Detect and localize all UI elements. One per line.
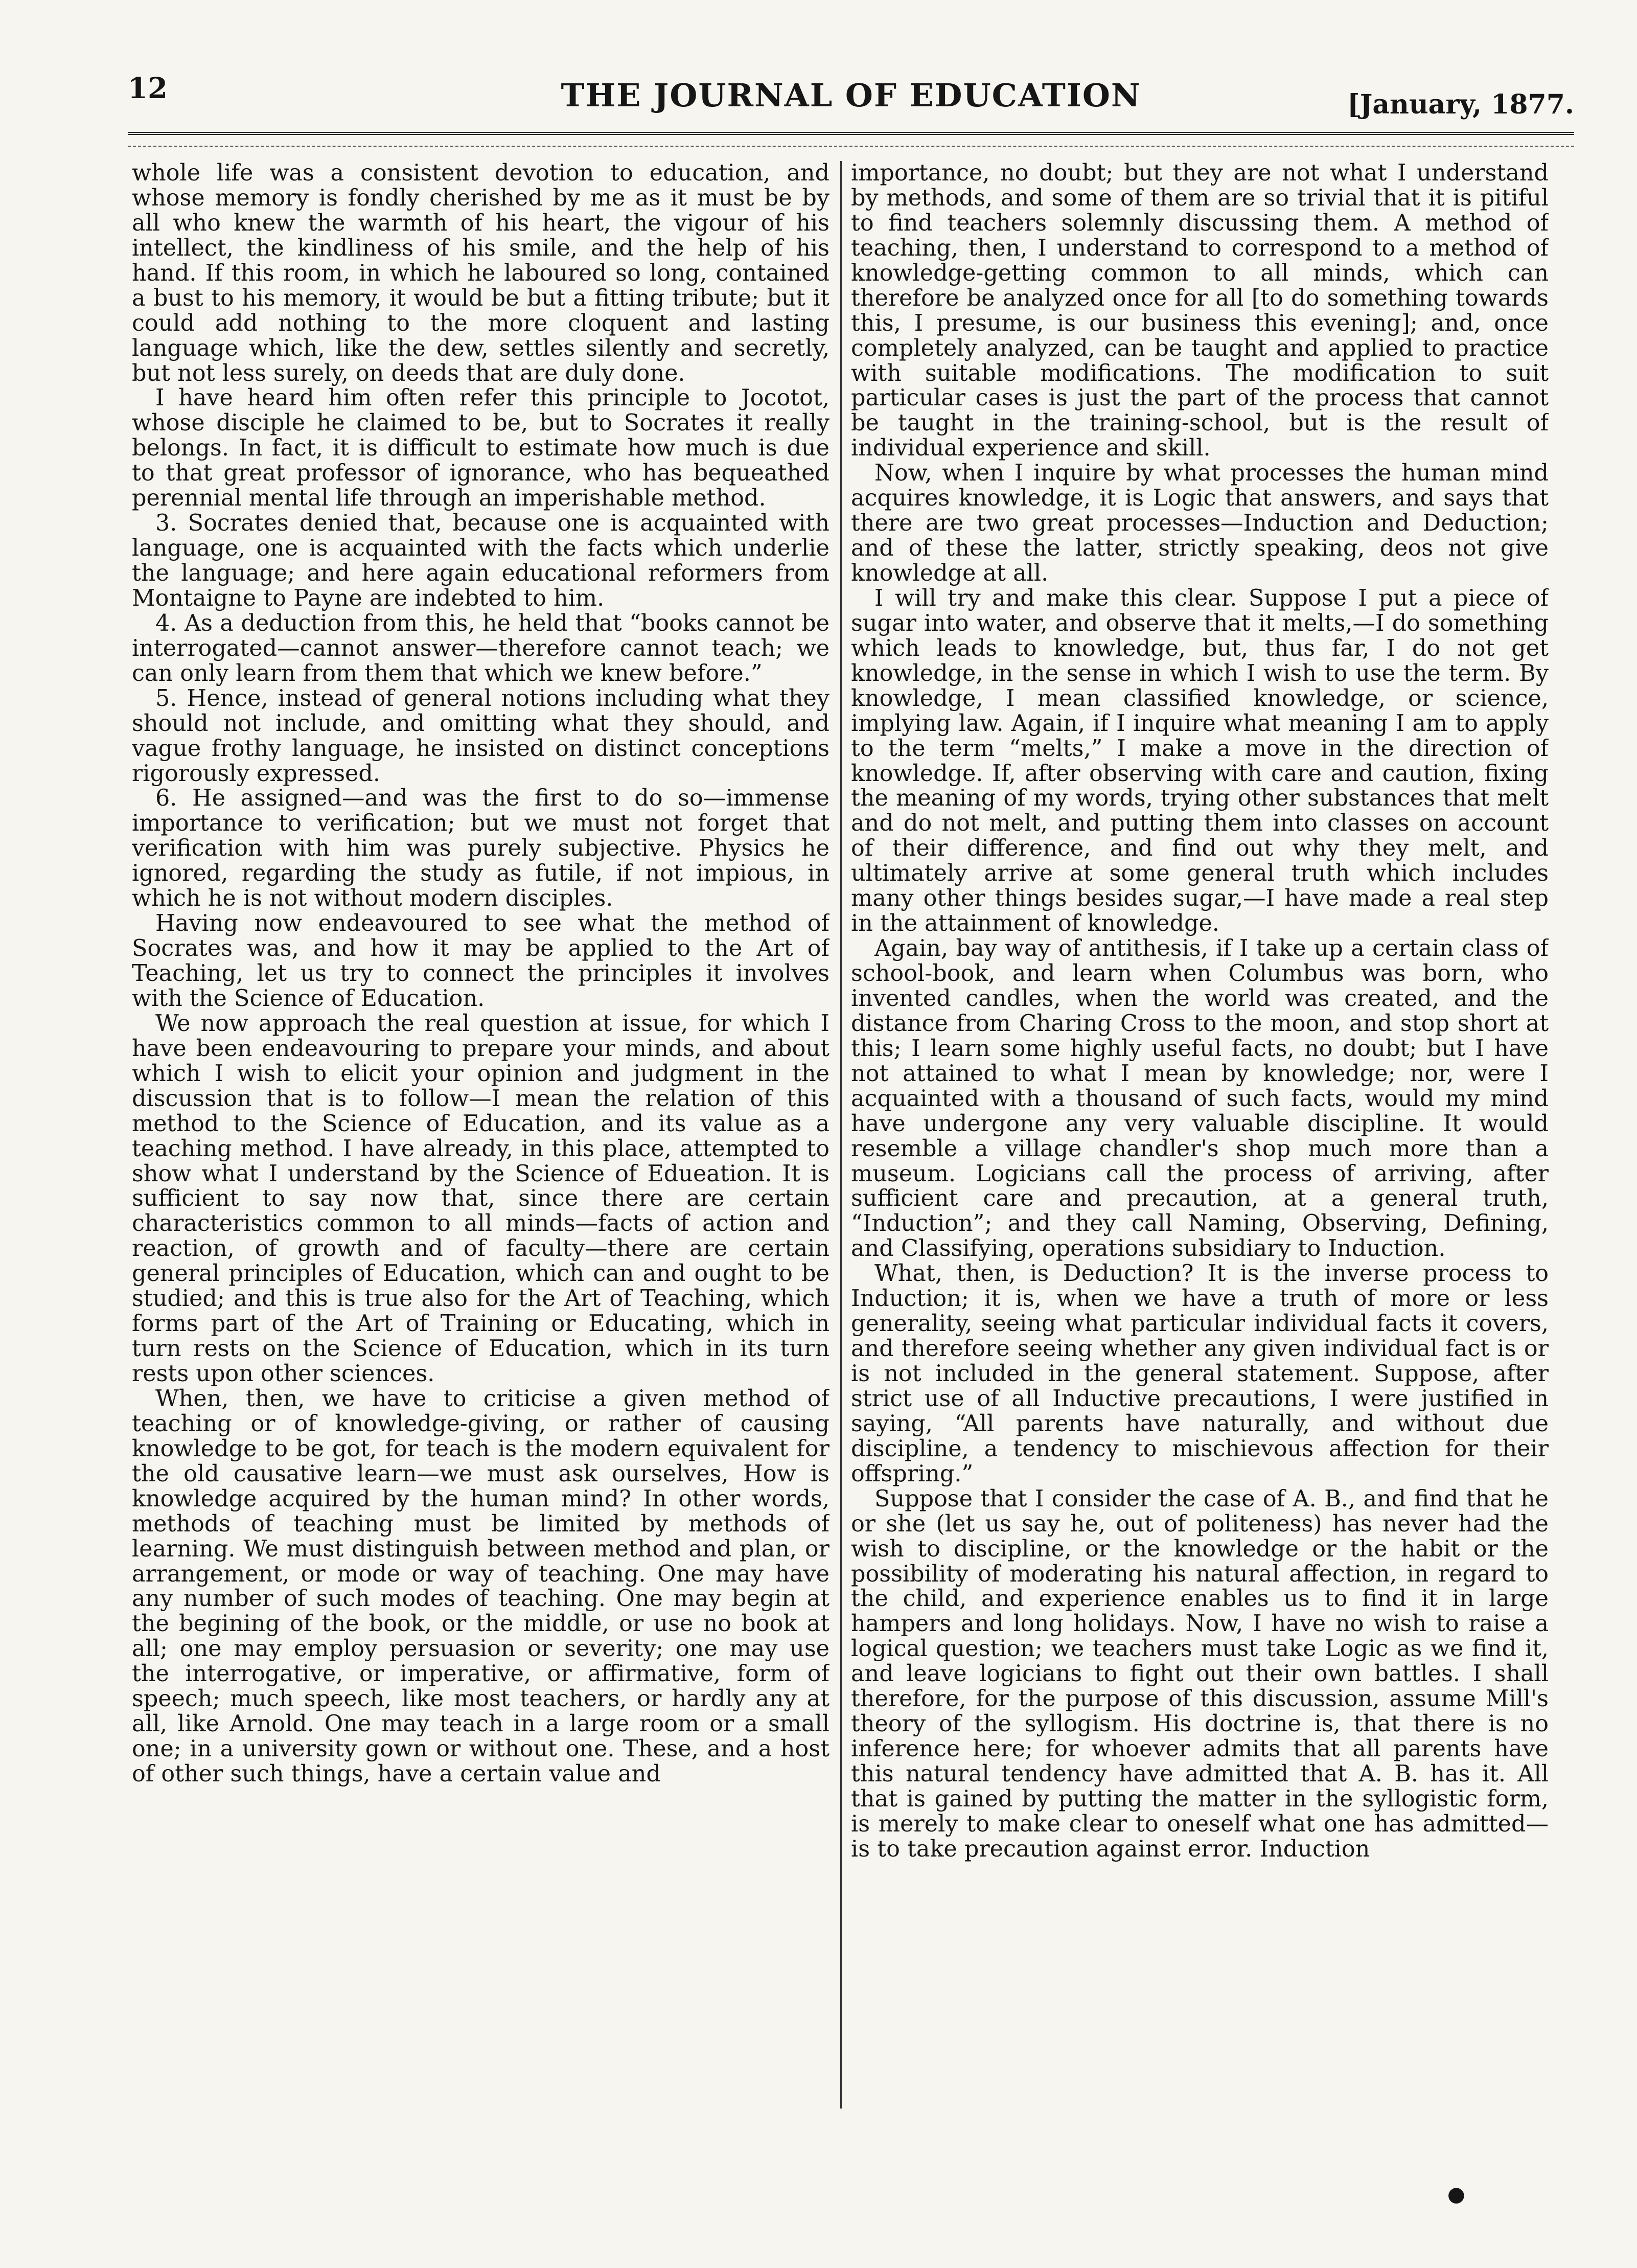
paragraph: importance, no doubt; but they are not what I understand by methods, and some of them are so trivial that it is pitiful to find teachers solemnly discussing them. A method of teaching, then, I understand to correspond to a method of knowledge-getting common to all minds, which can therefore be analyzed once for all [to do something towards this, I presume, is our business this evening]; and, once completely analyzed, can be taught and applied to practice with suitable modifications. The modification to suit particular cases is just the part of the process that cannot be taught in the training-school, but is the result of individual experience and skill. [851, 161, 1549, 462]
paragraph: 5. Hence, instead of general notions including what they should not include, and omitting what they should, and vague frothy language, he insisted on distinct conceptions rigorously expressed. [132, 685, 829, 787]
page-number: 12 [128, 72, 168, 105]
paragraph: Again, bay way of antithesis, if I take up a certain class of school-book, and learn when Columbus was born, who invented candles, when the world was created, and the distance from Charing Cross to the moon, and stop short at this; I learn some highly useful facts, no doubt; but I have not attained to what I mean by knowledge; nor, were I acquainted with a thousand of such facts, would my mind have undergone any very valuable discipline. It would resemble a village chandler's shop much more than a museum. Logicians call the process of arriving, after sufficient care and precaution, at a general truth, “Induction”; and they call Naming, Observing, Defining, and Classifying, operations subsidiary to Induction. [851, 935, 1549, 1262]
right-column [851, 161, 1549, 2109]
ink-mark: ● [1447, 2183, 1465, 2206]
paragraph: I will try and make this clear. Suppose I put a piece of sugar into water, and observe that it melts,—I do something which leads to knowledge, but, thus far, I do not get knowledge, in the sense in which I wish to use the term. By knowledge, I mean classified knowledge, or science, implying law. Again, if I inquire what meaning I am to apply to the term “melts,” I make a move in the direction of knowledge. If, after observing with care and caution, fixing the meaning of my words, trying other substances that melt and do not melt, and putting them into classes on account of their difference, and find out why they melt, and ultimately arrive at some general truth which includes many other things besides sugar,—I have made a real step in the attainment of knowledge. [851, 585, 1549, 937]
column-divider [840, 161, 842, 2109]
header-rule [128, 132, 1574, 135]
header-rule-dashed [128, 146, 1574, 147]
left-column [132, 161, 829, 2109]
paragraph: Having now endeavoured to see what the method of Socrates was, and how it may be applied to the Art of Teaching, let us try to connect the principles it involves with the Science of Education. [132, 910, 829, 1012]
paragraph: I have heard him often refer this principle to Jocotot, whose disciple he claimed to be, but to Socrates it really belongs. In fact, it is difficult to estimate how much is due to that great professor of ignorance, who has bequeathed perennial mental life through an imperishable method. [132, 385, 829, 512]
paragraph: What, then, is Deduction? It is the inverse process to Induction; it is, when we have a truth of more or less generality, seeing what particular individual facts it covers, and therefore seeing whether any given individual fact is or is not included in the general statement. Suppose, after strict use of all Inductive precautions, I were justified in saying, “All parents have naturally, and without due discipline, a tendency to mischievous affection for their offspring.” [851, 1261, 1549, 1487]
paragraph: When, then, we have to criticise a given method of teaching or of knowledge-giving, or rather of causing knowledge to be got, for teach is the modern equivalent for the old causative learn—we must ask ourselves, How is knowledge acquired by the human mind? In other words, methods of teaching must be limited by methods of learning. We must distinguish between method and plan, or arrangement, or mode or way of teaching. One may have any number of such modes of teaching. One may begin at the begining of the book, or the middle, or use no book at all; one may employ persuasion or severity; one may use the interrogative, or imperative, or affirmative, form of speech; much speech, like most teachers, or hardly any at all, like Arnold. One may teach in a large room or a small one; in a university gown or without one. These, and a host of other such things, have a certain value and [132, 1385, 829, 1787]
paragraph: 3. Socrates denied that, because one is acquainted with language, one is acquainted with the facts which underlie the language; and here again educational reformers from Montaigne to Payne are indebted to him. [132, 510, 829, 611]
paragraph: Suppose that I consider the case of A. B., and find that he or she (let us say he, out of politeness) has never had the wish to discipline, or the knowledge or the habit or the possibility of moderating his natural affection, in regard to the child, and experience enables us to find it in large hampers and long holidays. Now, I have no wish to raise a logical question; we teachers must take Logic as we find it, and leave logicians to fight out their own battles. I shall therefore, for the purpose of this discussion, assume Mill's theory of the syllogism. His doctrine is, that there is no inference here; for whoever admits that all parents have this natural tendency have admitted that A. B. has it. All that is gained by putting the matter in the syllogistic form, is merely to make clear to oneself what one has admitted—is to take precaution against error. Induction [851, 1485, 1549, 1862]
paragraph: whole life was a consistent devotion to education, and whose memory is fondly cherished by me as it must be by all who knew the warmth of his heart, the vigour of his intellect, the kindliness of his smile, and the help of his hand. If this room, in which he laboured so long, contained a bust to his memory, it would be but a fitting tribute; but it could add nothing to the more cloquent and lasting language which, like the dew, settles silently and secretly, but not less surely, on deeds that are duly done. [132, 161, 829, 386]
paragraph: We now approach the real question at issue, for which I have been endeavouring to prepare your minds, and about which I wish to elicit your opinion and judgment in the discussion that is to follow—I mean the relation of this method to the Science of Education, and its value as a teaching method. I have already, in this place, attempted to show what I understand by the Science of Edueation. It is sufficient to say now that, since there are certain characteristics common to all minds—facts of action and reaction, of growth and of faculty—there are certain general principles of Education, which can and ought to be studied; and this is true also for the Art of Teaching, which forms part of the Art of Training or Educating, which in turn rests on the Science of Education, which in its turn rests upon other sciences. [132, 1010, 829, 1387]
paragraph: 4. As a deduction from this, he held that “books cannot be interrogated—cannot answer—therefore cannot teach; we can only learn from them that which we knew before.” [132, 610, 829, 686]
journal-title: THE JOURNAL OF EDUCATION [561, 77, 1141, 114]
page-header [128, 72, 1574, 128]
paragraph: 6. He assigned—and was the first to do so—immense importance to verification; but we must not forget that verification with him was purely subjective. Physics he ignored, regarding the study as futile, if not impious, in which he is not without modern disciples. [132, 785, 829, 912]
paragraph: Now, when I inquire by what processes the human mind acquires knowledge, it is Logic that answers, and says that there are two great processes—Induction and Deduction; and of these the latter, strictly speaking, deos not give knowledge at all. [851, 460, 1549, 586]
issue-date: [January, 1877. [1347, 89, 1574, 120]
